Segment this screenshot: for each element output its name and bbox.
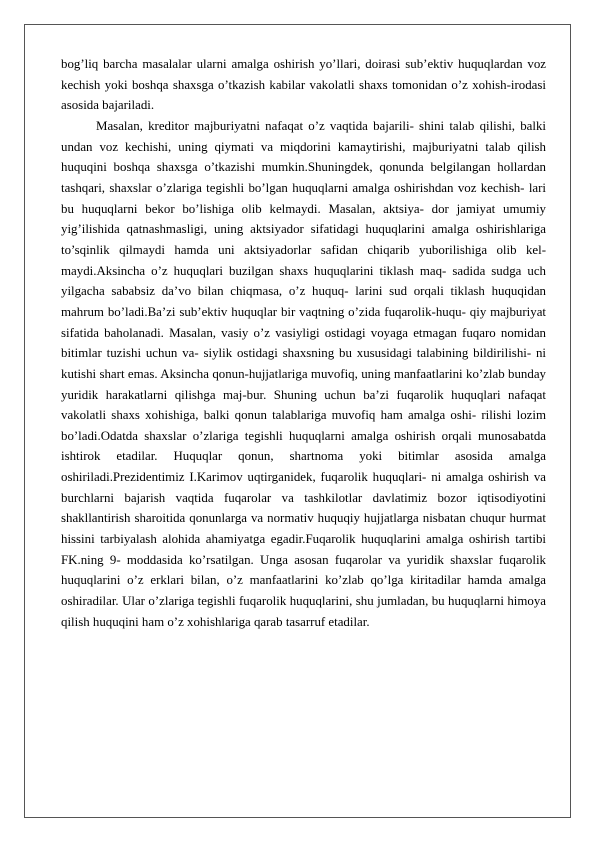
document-body — [61, 54, 546, 632]
paragraph-continuation: bog’liq barcha masalalar ularni amalga oshirish yo’llari, doirasi sub’ektiv huquqlardan voz kechish yoki boshqa shaxsga o’tkazish kabilar vakolatli shaxs tomonidan o’z xohish-irodasi asosida bajariladi. — [61, 57, 546, 113]
paragraph-main: Masalan, kreditor majburiyatni nafaqat o’z vaqtida bajarili- shini talab qilishi, balki undan voz kechishi, uning qiymati va miqdorini kamaytirishi, majburiyatni talab qilish huquqini boshqa shaxsga o’tkazishi mumkin.Shuningdek, qonunda belgilangan hollardan tashqari, shaxslar o’zlariga tegishli bo’lgan huquqlarni amalga oshirishdan voz kechish- lari bu huquqlarni bekor bo’lishiga olib kelmaydi. Masalan, aktsiya- dor jamiyat umumiy yig’ilishida qatnashmasligi, uning aktsiyador sifatidagi huquqlarini amalga oshirishlariga to’sqinlik qilmaydi hamda uni aktsiyadorlar safidan chiqarib yuborilishiga olib kel- maydi.Aksincha o’z huquqlari buzilgan shaxs huquqlarini tiklash maq- sadida sudga uch yilgacha sababsiz da’vo bilan chiqmasa, o’z huquq- larini sud orqali tiklash huquqidan mahrum bo’ladi.Ba’zi sub’ektiv huquqlar bir vaqtning o’zida fuqarolik-huqu- qiy majburiyat sifatida baholanadi. Masalan, vasiy o’z vasiyligi ostidagi voyaga etmagan fuqaro nomidan bitimlar tuzishi uchun va- siylik ostidagi shaxsning bu xususidagi talabining bildirilishi- ni kutishi shart emas. Aksincha qonun-hujjatlariga muvofiq, uning manfaatlarini ko’zlab bunday yuridik harakatlarni qilishga maj-bur. Shuning uchun ba’zi fuqarolik huquqlari nafaqat vakolatli shaxs xohishiga, balki qonun talablariga muvofiq ham amalga oshi- rilishi lozim bo’ladi.Odatda shaxslar o’zlariga tegishli huquqlarni amalga oshirish orqali munosabatda ishtirok etadilar. Huquqlar qonun, shartnoma yoki bitimlar asosida amalga oshiriladi.Prezidentimiz I.Karimov uqtirganidek, fuqarolik huquqlari- ni amalga oshirish va burchlarni bajarish vaqtida fuqarolar va tashkilotlar davlatimiz bozor iqtisodiyotini shakllantirish sharoitida qonunlarga va normativ huquqiy hujjatlarga nisbatan chuqur hurmat hissini tarbiyalash alohida ahamiyatga egadir.Fuqarolik huquqlarini amalga oshirish tartibi FK.ning 9- moddasida ko’rsatilgan. Unga asosan fuqarolar va yuridik shaxslar fuqarolik huquqlarini o’z erklari bilan, o’z manfaatlarini ko’zlab qo’lga kiritadilar hamda amalga oshiradilar. Ular o’zlariga tegishli fuqarolik huquqlarini, shu jumladan, bu huquqlarni himoya qilish huquqini ham o’z xohishlariga qarab tasarruf etadilar. — [61, 118, 546, 629]
